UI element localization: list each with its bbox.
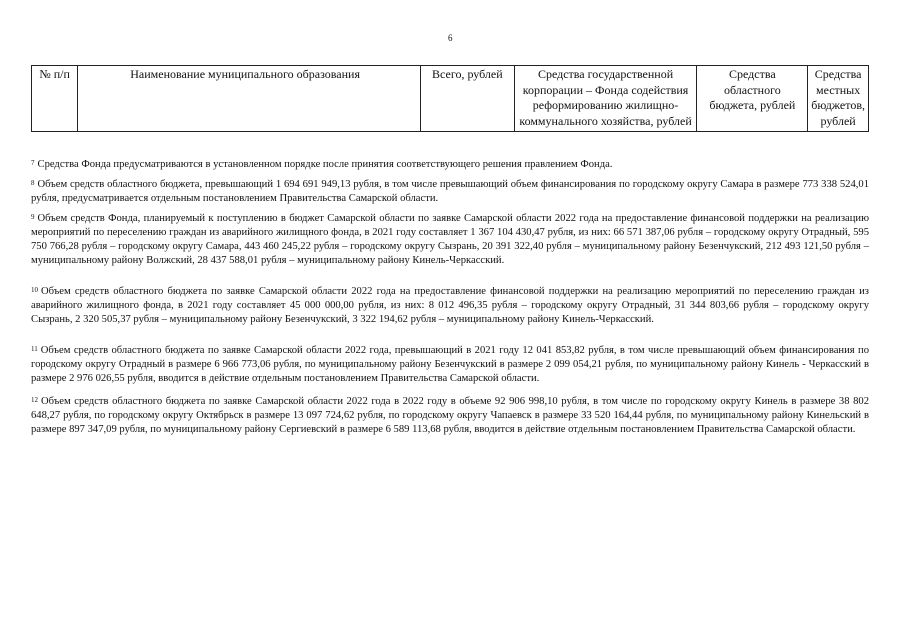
- header-col-fund: Средства государственной корпорации – Фонда содействия реформированию жилищно-коммунального хозяйства, рублей: [514, 66, 697, 132]
- footnote-11: [31, 344, 869, 386]
- footnote-mark: 12: [31, 396, 38, 404]
- footnote-mark: 10: [31, 286, 38, 294]
- header-col-total: Всего, рублей: [421, 66, 515, 132]
- header-col-number: № п/п: [32, 66, 78, 132]
- footnote-text: Средства Фонда предусматриваются в установленном порядке после принятия соответствующего решения правлением Фонда.: [37, 159, 613, 170]
- table-header: [31, 65, 869, 132]
- footnote-text: Объем средств областного бюджета по заявке Самарской области 2022 года на предоставление финансовой поддержки на реализацию мероприятий по переселению граждан из аварийного жилищного фонда, в 2021 году составляет 45 000 000,00 рубля, из них: 8 012 496,35 рубля – городскому округу Отрадный, 31 344 803,66 рубля – городскому округу Сызрань, 2 320 505,37 рубля – муниципальному району Безенчукский, 3 322 194,62 рубля – муниципальному району Кинель-Черкасский.: [31, 286, 869, 325]
- footnote-mark: 9: [31, 213, 35, 221]
- footnote-mark: 7: [31, 159, 35, 167]
- footnote-7: [31, 158, 869, 172]
- footnote-12: [31, 395, 869, 437]
- header-col-local-budgets: Средства местных бюджетов, рублей: [808, 66, 869, 132]
- footnote-mark: 8: [31, 179, 35, 187]
- header-col-regional-budget: Средства областного бюджета, рублей: [697, 66, 808, 132]
- header-col-municipality: Наименование муниципального образования: [78, 66, 421, 132]
- footnote-9: [31, 212, 869, 268]
- footnote-text: Объем средств областного бюджета, превышающий 1 694 691 949,13 рубля, в том числе превышающий объем финансирования по городскому округу Самара в размере 773 338 524,01 рубля, предусматривается отдельным постановлением Правительства Самарской области.: [31, 179, 869, 204]
- footnote-mark: 11: [31, 345, 38, 353]
- footnote-8: [31, 178, 869, 206]
- footnote-text: Объем средств Фонда, планируемый к поступлению в бюджет Самарской области по заявке Самарской области 2022 года на предоставление финансовой поддержки на реализацию мероприятий по переселению граждан из аварийного жилищного фонда, в 2021 году составляет 1 367 104 430,47 рубля, из них: 66 571 387,06 рубля – городскому округу Отрадный, 595 750 766,28 рубля – городскому округу Самара, 443 460 245,22 рубля – городскому округу Сызрань, 20 391 322,40 рубля – муниципальному району Безенчукский, 212 493 121,50 рубля – муниципальному району Волжский, 28 437 588,01 рубля – муниципальному району Кинель-Черкасский.: [31, 213, 869, 266]
- table-header-row: [32, 66, 869, 132]
- footnote-text: Объем средств областного бюджета по заявке Самарской области 2022 года, превышающий в 2021 году 12 041 853,82 рубля, в том числе превышающий объем финансирования по городскому округу Отрадный в размере 6 966 773,06 рубля, по муниципальному району Безенчукский в размере 2 099 054,21 рубля, по муниципальному району Кинель - Черкасский в размере 2 976 026,55 рубля, вводится в действие отдельным постановлением Правительства Самарской области.: [31, 345, 869, 384]
- footnote-10: [31, 285, 869, 327]
- page-number: 6: [448, 33, 453, 43]
- footnote-text: Объем средств областного бюджета по заявке Самарской области 2022 года в 2022 году в объеме 92 906 998,10 рубля, в том числе по городскому округу Кинель в размере 38 802 648,27 рубля, по городскому округу Октябрьск в размере 13 097 724,62 рубля, по городскому округу Чапаевск в размере 33 520 164,44 рубля, по муниципальному району Кинельский в размере 897 347,09 рубля, по муниципальному району Сергиевский в размере 6 589 113,68 рубля, вводится в действие отдельным постановлением Правительства Самарской области.: [31, 396, 869, 435]
